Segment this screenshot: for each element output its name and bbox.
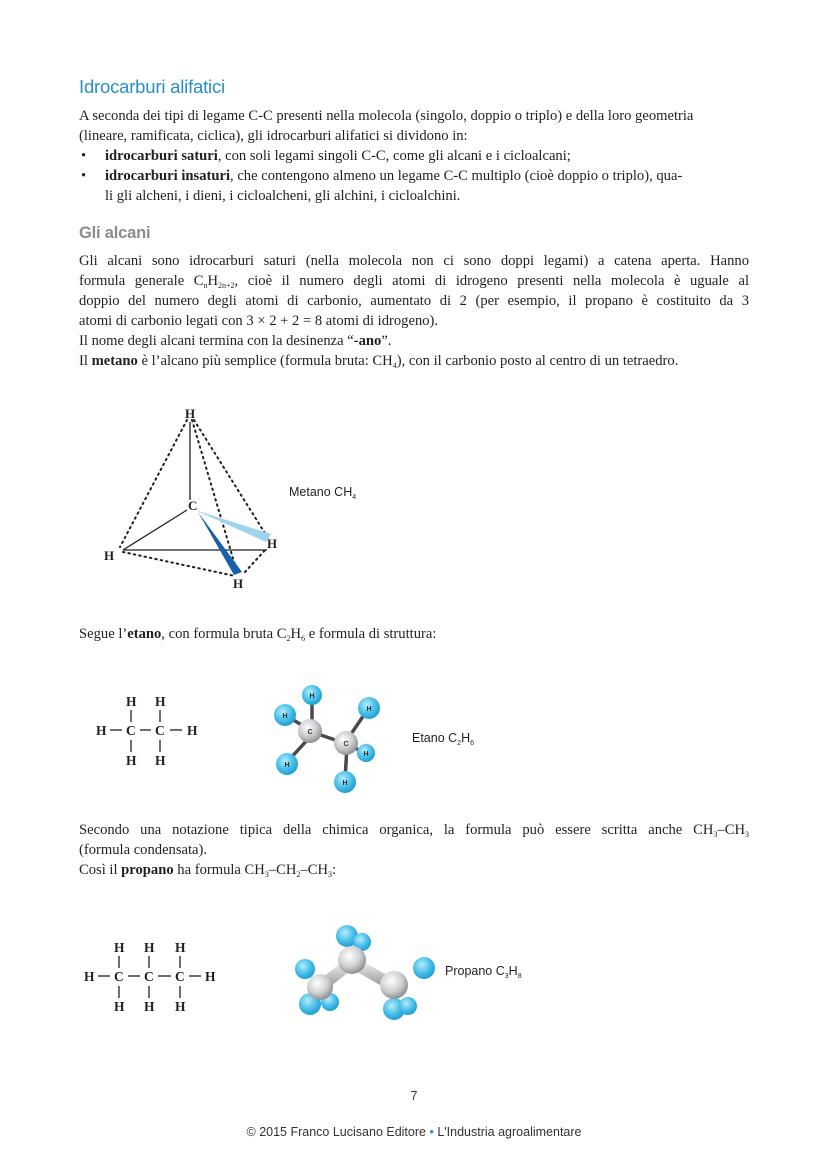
wedge-dark — [198, 512, 242, 575]
svg-text:H: H — [155, 694, 166, 709]
bullet-icon: • — [81, 148, 87, 164]
condensata-line-1: Secondo una notazione tipica della chimica organica, la formula può essere scritta anche $CH_3-CH_3$ — [79, 822, 749, 839]
alcani-paragraph — [79, 251, 749, 371]
bullet-item-insaturi — [79, 166, 749, 206]
intro-line-1: A seconda dei tipi di legame C-C presenti nella molecola (singolo, doppio o triplo) e della loro geometria — [79, 108, 694, 124]
svg-text:H: H — [144, 940, 155, 955]
svg-text:C: C — [126, 723, 136, 738]
tetrahedron-diagram — [95, 400, 295, 595]
svg-text:C: C — [343, 741, 349, 748]
svg-text:H: H — [282, 713, 288, 720]
metano-tetrahedron-figure — [95, 400, 295, 595]
term-insaturi: idrocarburi insaturi — [105, 168, 231, 184]
alcani-line-2: formula generale $C_nH_{2n+2}$, cioè il numero degli atomi di idrogeno presenti nella molecola è uguale al — [79, 273, 749, 290]
svg-text:C: C — [114, 969, 124, 984]
condensata-paragraph — [79, 820, 749, 880]
svg-text:H: H — [126, 694, 137, 709]
svg-text:H: H — [84, 969, 95, 984]
svg-text:H: H — [126, 753, 137, 768]
carbon-atom — [380, 971, 408, 999]
atom-h-left: H — [104, 548, 115, 563]
bullet-item-saturi — [79, 146, 749, 166]
svg-text:H: H — [96, 723, 107, 738]
condensata-line-2: (formula condensata). — [79, 842, 208, 858]
atom-h-top: H — [185, 406, 196, 421]
svg-text:H: H — [114, 940, 125, 955]
carbon-atom — [307, 974, 333, 1000]
svg-text:H: H — [155, 753, 166, 768]
etano-caption: Etano $C_2H_6$ — [412, 731, 475, 747]
bullet-icon: • — [81, 168, 87, 184]
intro-line-2: (lineare, ramificata, ciclica), gli idrocarburi alifatici si dividono in: — [79, 128, 468, 144]
atom-h-right: H — [267, 536, 278, 551]
etano-ball-stick-model — [265, 682, 395, 797]
propano-caption: Propano $C_3H_8$ — [445, 964, 522, 980]
footer — [0, 1125, 828, 1139]
svg-text:H: H — [309, 693, 315, 700]
metano-line: Il metano è l’alcano più semplice (formula bruta: $CH_4$), con il carbonio posto al centro di un tetraedro. — [79, 353, 679, 370]
svg-text:H: H — [114, 999, 125, 1014]
svg-text:H: H — [363, 751, 369, 758]
alcani-line-1: Gli alcani sono idrocarburi saturi (nella molecola non ci sono doppi legami) a catena aperta. Hanno — [79, 253, 749, 269]
bullet-text-cont: li gli alcheni, i dieni, i cicloalcheni, gli alchini, i cicloalchini. — [105, 188, 461, 204]
section-title: Idrocarburi alifatici — [79, 76, 225, 97]
alcani-line-3: doppio del numero degli atomi di carbonio, aumentato di 2 (per esempio, il propano è costituito da 3 — [79, 293, 749, 309]
propano-ball-stick-model — [282, 922, 442, 1027]
svg-text:H: H — [187, 723, 198, 738]
subsection-title: Gli alcani — [79, 224, 151, 242]
svg-text:C: C — [307, 729, 313, 736]
svg-text:H: H — [175, 999, 186, 1014]
bullet-text: , con soli legami singoli C-C, come gli alcani e i cicloalcani; — [217, 148, 571, 164]
footer-separator-icon: • — [429, 1125, 434, 1139]
page-number: 7 — [410, 1089, 418, 1103]
etano-paragraph: Segue l’etano, con formula bruta $C_2H_6$ e formula di struttura: — [79, 626, 437, 643]
atom-h-bottom: H — [233, 576, 244, 591]
svg-text:H: H — [175, 940, 186, 955]
svg-text:C: C — [175, 969, 185, 984]
alcani-line-4: atomi di carbonio legati con 3 × 2 + 2 = 8 atomi di idrogeno). — [79, 313, 439, 329]
propano-line: Così il propano ha formula $CH_3-CH_2-CH_3$: — [79, 862, 337, 879]
desinenza-line: Il nome degli alcani termina con la desinenza “-ano”. — [79, 333, 392, 349]
footer-copyright: © 2015 Franco Lucisano Editore — [246, 1125, 426, 1139]
intro-paragraph — [79, 106, 749, 206]
etano-structural-formula — [94, 690, 214, 770]
propano-structural-formula — [83, 936, 233, 1016]
svg-text:H: H — [144, 999, 155, 1014]
bullet-text: , che contengono almeno un legame C-C multiplo (cioè doppio o triplo), qua- — [230, 168, 683, 184]
svg-text:H: H — [366, 706, 372, 713]
svg-text:H: H — [284, 762, 290, 769]
svg-text:C: C — [144, 969, 154, 984]
svg-text:C: C — [155, 723, 165, 738]
footer-book-title: L'Industria agroalimentare — [437, 1125, 582, 1139]
metano-caption: Metano $CH_4$ — [289, 485, 357, 501]
atom-c-center: C — [188, 498, 198, 513]
svg-text:H: H — [205, 969, 216, 984]
term-saturi: idrocarburi saturi — [105, 148, 218, 164]
svg-text:H: H — [342, 780, 348, 787]
carbon-atom — [338, 946, 366, 974]
